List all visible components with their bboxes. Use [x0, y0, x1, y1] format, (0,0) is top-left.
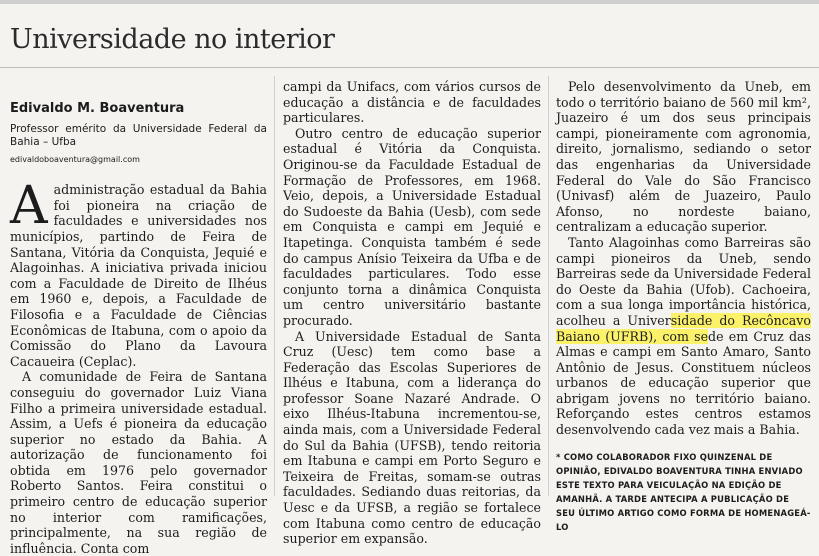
top-rule	[0, 0, 819, 4]
column-3	[556, 79, 811, 534]
author-role: Professor emérito da Universidade Federal da Bahia – Ufba	[10, 122, 267, 148]
paragraph-6: Pelo desenvolvimento da Uneb, em todo o território baiano de 560 mil km², Juazeiro é um dos seus principais campi, pioneiramente com agronomia, direito, jornalismo, sediando o setor das engenharias da Universidade Federal do Vale do São Francisco (Univasf) além de Juazeiro, Paulo Afonso, no nordeste baiano, centralizam a educação superior.	[556, 79, 811, 235]
paragraph-3: campi da Unifacs, com vários cursos de educação a distância e de faculdades particulares.	[283, 79, 541, 126]
column-2	[283, 79, 541, 547]
column-1	[10, 79, 267, 556]
author-name: Edivaldo M. Boaventura	[10, 101, 185, 116]
column-divider-1	[274, 76, 275, 496]
paragraph-1-text: administração estadual da Bahia foi pioneira na criação de faculdades e universidades nos municípios, partindo de Feira de Santana, Vitória da Conquista, Jequié e Alagoinhas. A iniciativa privada iniciou com a Faculdade de Direito de Ilhéus em 1960 e, depois, a Faculdade de Filosofia e a Faculdade de Ciências Econômicas de Itabuna, com o apoio da Comissão do Plano da Lavoura Cacaueira (Ceplac).	[10, 182, 267, 369]
paragraph-7	[556, 235, 811, 438]
paragraph-7-end: de em Cruz das Almas e campi em Santo Amaro, Santo Antônio de Jesus. Constituem núcleos urbanos de educação superior que abrigam jovens no território baiano. Reforçando estes centros estamos desenvolvendo cada vez mais a Bahia.	[556, 328, 811, 438]
title-divider	[0, 67, 819, 68]
drop-cap: A	[10, 176, 48, 237]
column-divider-2	[548, 76, 549, 496]
paragraph-5: A Universidade Estadual de Santa Cruz (Uesc) tem como base a Federação das Escolas Superiores de Ilhéus e Itabuna, com a liderança do professor Soane Nazaré Andrade. O eixo Ilhéus-Itabuna incrementou-se, ainda mais, com a Universidade Federal do Sul da Bahia (UFSB), tendo reitoria em Itabuna e campi em Porto Seguro e Teixeira de Freitas, somam-se outras faculdades. Sediando duas reitorias, da Uesc e da UFSB, a região se fortalece com Itabuna como centro de educação superior em expansão.	[283, 328, 541, 547]
paragraph-2: A comunidade de Feira de Santana conseguiu do governador Luiz Viana Filho a primeira universidade estadual. Assim, a Uefs é pioneira da educação superior no estado da Bahia. A autorização de funcionamento foi obtida em 1976 pelo governador Roberto Santos. Feira constitui o primeiro centro de educação superior no interior com ramificações, principalmente, na sua região de influência. Conta com	[10, 369, 267, 556]
paragraph-1	[10, 176, 267, 369]
paragraph-7-start: Tanto Alagoinhas como Barreiras são campi pioneiros da Uneb, sendo Barreiras sede da Universidade Federal do Oeste da Bahia (Ufob). Cachoeira, com a sua longa importância histórica, acolheu a Univer	[556, 234, 811, 328]
author-email: edivaldoboaventura@gmail.com	[10, 154, 140, 164]
editor-footnote: * COMO COLABORADOR FIXO QUINZENAL DE OPINIÃO, EDIVALDO BOAVENTURA TINHA ENVIADO ESTE TEXTO PARA VEICULAÇÃO NA EDIÇÃO DE AMANHÃ. A TARDE ANTECIPA A PUBLICAÇÃO DE SEU ÚLTIMO ARTIGO COMO FORMA DE HOMENAGEÁ-LO	[556, 451, 811, 532]
highlighted-text: sidade do Recôncavo Baiano (UFRB), com se	[556, 312, 811, 344]
paragraph-4: Outro centro de educação superior estadual é Vitória da Conquista. Originou-se da Faculdade Estadual de Formação de Professores, em 1968. Veio, depois, a Universidade Estadual do Sudoeste da Bahia (Uesb), com sede em Conquista e campi em Jequié e Itapetinga. Conquista também é sede do campus Anísio Teixeira da Ufba e de faculdades particulares. Todo esse conjunto torna a dinâmica Conquista um centro universitário bastante procurado.	[283, 125, 541, 328]
article-title: Universidade no interior	[10, 24, 335, 55]
